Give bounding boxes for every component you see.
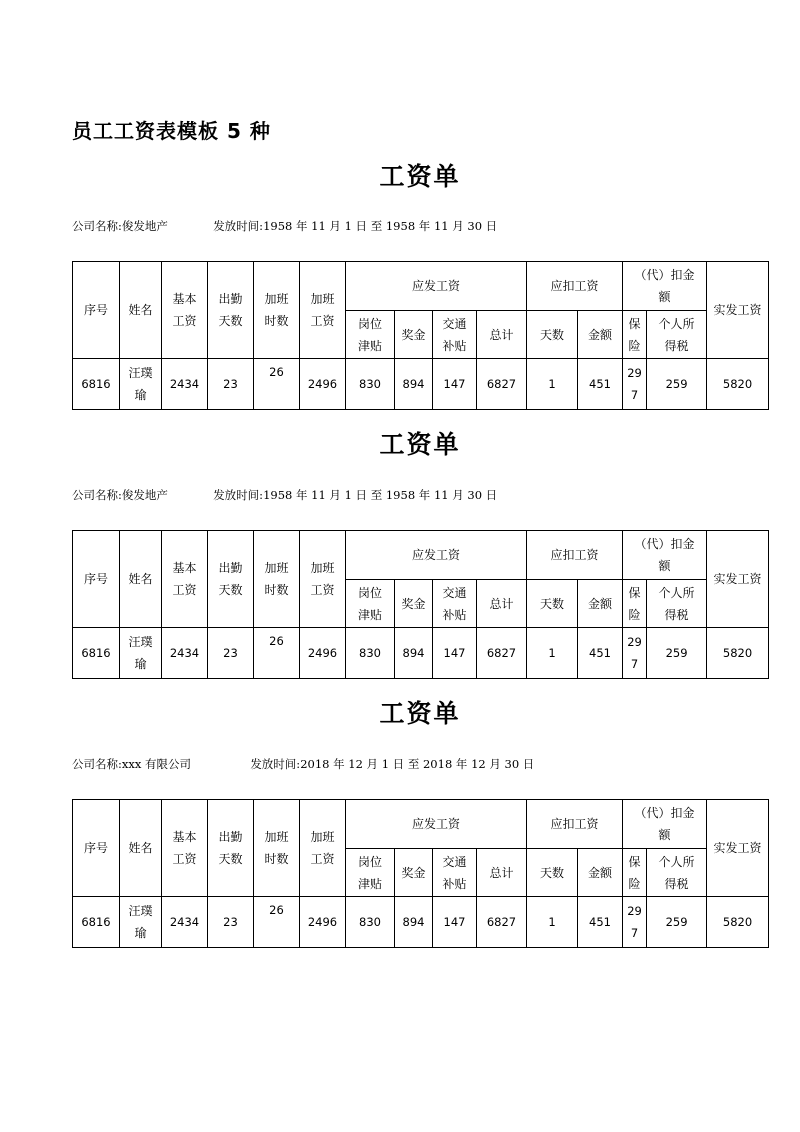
header-serial: 序号 bbox=[73, 800, 120, 897]
header-total: 总计 bbox=[477, 849, 527, 897]
cell-name: 汪璞 瑜 bbox=[120, 897, 162, 948]
header-post-allowance: 岗位 津贴 bbox=[346, 849, 395, 897]
cell-attendance-days: 23 bbox=[208, 628, 254, 679]
date-range: 2018 年 12 月 1 日 至 2018 年 12 月 30 日 bbox=[300, 757, 535, 771]
header-insurance: 保 险 bbox=[623, 311, 647, 359]
slip-title: 工资单 bbox=[379, 162, 461, 191]
header-overtime-pay: 加班 工资 bbox=[300, 531, 346, 628]
cell-base-pay: 2434 bbox=[162, 897, 208, 948]
header-total: 总计 bbox=[477, 580, 527, 628]
header-attendance-days: 出勤 天数 bbox=[208, 800, 254, 897]
cell-overtime-hours: 26 bbox=[254, 897, 300, 948]
header-attendance-days: 出勤 天数 bbox=[208, 262, 254, 359]
slip-title: 工资单 bbox=[379, 699, 461, 728]
cell-income-tax: 259 bbox=[647, 628, 707, 679]
header-base-pay: 基本 工资 bbox=[162, 531, 208, 628]
cell-attendance-days: 23 bbox=[208, 897, 254, 948]
slip-title: 工资单 bbox=[379, 430, 461, 459]
header-base-pay: 基本 工资 bbox=[162, 262, 208, 359]
header-income-tax: 个人所 得税 bbox=[647, 580, 707, 628]
table-row bbox=[73, 628, 769, 679]
company-name: 俊发地产 bbox=[121, 219, 168, 233]
cell-name: 汪璞 瑜 bbox=[120, 628, 162, 679]
cell-base-pay: 2434 bbox=[162, 359, 208, 410]
company-label: 公司名称: bbox=[72, 219, 122, 233]
cell-deduct-days: 1 bbox=[527, 628, 578, 679]
company-name: 俊发地产 bbox=[121, 488, 168, 502]
header-bonus: 奖金 bbox=[395, 311, 433, 359]
header-deductions-group: 应扣工资 bbox=[527, 262, 623, 311]
header-income-tax: 个人所 得税 bbox=[647, 311, 707, 359]
company-label: 公司名称: bbox=[72, 488, 122, 502]
header-amount: 金额 bbox=[578, 849, 623, 897]
header-overtime-hours: 加班 时数 bbox=[254, 262, 300, 359]
header-net-pay: 实发工资 bbox=[707, 531, 769, 628]
header-serial: 序号 bbox=[73, 531, 120, 628]
header-total: 总计 bbox=[477, 311, 527, 359]
cell-total: 6827 bbox=[477, 359, 527, 410]
header-payable-group: 应发工资 bbox=[346, 262, 527, 311]
date-range: 1958 年 11 月 1 日 至 1958 年 11 月 30 日 bbox=[263, 219, 498, 233]
header-bonus: 奖金 bbox=[395, 580, 433, 628]
cell-transport: 147 bbox=[433, 897, 477, 948]
salary-table bbox=[72, 799, 769, 948]
cell-serial: 6816 bbox=[73, 628, 120, 679]
cell-transport: 147 bbox=[433, 359, 477, 410]
date-label: 发放时间: bbox=[213, 219, 264, 233]
header-amount: 金额 bbox=[578, 311, 623, 359]
header-amount: 金额 bbox=[578, 580, 623, 628]
header-overtime-hours: 加班 时数 bbox=[254, 531, 300, 628]
cell-base-pay: 2434 bbox=[162, 628, 208, 679]
header-name: 姓名 bbox=[120, 531, 162, 628]
header-days: 天数 bbox=[527, 580, 578, 628]
cell-name: 汪璞 瑜 bbox=[120, 359, 162, 410]
cell-attendance-days: 23 bbox=[208, 359, 254, 410]
cell-deduct-amount: 451 bbox=[578, 628, 623, 679]
cell-post-allowance: 830 bbox=[346, 359, 395, 410]
date-range: 1958 年 11 月 1 日 至 1958 年 11 月 30 日 bbox=[263, 488, 498, 502]
cell-net-pay: 5820 bbox=[707, 359, 769, 410]
header-income-tax: 个人所 得税 bbox=[647, 849, 707, 897]
cell-total: 6827 bbox=[477, 897, 527, 948]
header-overtime-pay: 加班 工资 bbox=[300, 262, 346, 359]
cell-bonus: 894 bbox=[395, 359, 433, 410]
header-name: 姓名 bbox=[120, 262, 162, 359]
slip-meta bbox=[72, 487, 768, 503]
cell-total: 6827 bbox=[477, 628, 527, 679]
cell-bonus: 894 bbox=[395, 897, 433, 948]
header-insurance: 保 险 bbox=[623, 849, 647, 897]
header-name: 姓名 bbox=[120, 800, 162, 897]
cell-serial: 6816 bbox=[73, 897, 120, 948]
header-insurance: 保 险 bbox=[623, 580, 647, 628]
cell-overtime-pay: 2496 bbox=[300, 628, 346, 679]
header-transport: 交通 补贴 bbox=[433, 311, 477, 359]
header-overtime-hours: 加班 时数 bbox=[254, 800, 300, 897]
cell-insurance: 29 7 bbox=[623, 359, 647, 410]
cell-deduct-days: 1 bbox=[527, 897, 578, 948]
header-days: 天数 bbox=[527, 311, 578, 359]
header-transport: 交通 补贴 bbox=[433, 580, 477, 628]
date-label: 发放时间: bbox=[213, 488, 264, 502]
header-post-allowance: 岗位 津贴 bbox=[346, 580, 395, 628]
cell-deduct-amount: 451 bbox=[578, 359, 623, 410]
header-withheld-group: （代）扣金 额 bbox=[623, 262, 707, 311]
cell-transport: 147 bbox=[433, 628, 477, 679]
cell-overtime-pay: 2496 bbox=[300, 897, 346, 948]
header-transport: 交通 补贴 bbox=[433, 849, 477, 897]
cell-insurance: 29 7 bbox=[623, 628, 647, 679]
cell-serial: 6816 bbox=[73, 359, 120, 410]
slip-meta bbox=[72, 756, 768, 772]
date-label: 发放时间: bbox=[250, 757, 301, 771]
header-serial: 序号 bbox=[73, 262, 120, 359]
header-net-pay: 实发工资 bbox=[707, 262, 769, 359]
cell-post-allowance: 830 bbox=[346, 628, 395, 679]
header-payable-group: 应发工资 bbox=[346, 531, 527, 580]
cell-overtime-hours: 26 bbox=[254, 628, 300, 679]
cell-overtime-hours: 26 bbox=[254, 359, 300, 410]
cell-income-tax: 259 bbox=[647, 359, 707, 410]
header-overtime-pay: 加班 工资 bbox=[300, 800, 346, 897]
header-days: 天数 bbox=[527, 849, 578, 897]
cell-deduct-days: 1 bbox=[527, 359, 578, 410]
cell-net-pay: 5820 bbox=[707, 628, 769, 679]
document-title: 员工工资表模板 5 种 bbox=[72, 119, 271, 143]
header-withheld-group: （代）扣金 额 bbox=[623, 800, 707, 849]
cell-deduct-amount: 451 bbox=[578, 897, 623, 948]
company-name: xxx 有限公司 bbox=[121, 757, 191, 771]
slip-meta bbox=[72, 218, 768, 234]
salary-table bbox=[72, 530, 769, 679]
header-base-pay: 基本 工资 bbox=[162, 800, 208, 897]
cell-bonus: 894 bbox=[395, 628, 433, 679]
cell-insurance: 29 7 bbox=[623, 897, 647, 948]
cell-post-allowance: 830 bbox=[346, 897, 395, 948]
cell-overtime-pay: 2496 bbox=[300, 359, 346, 410]
table-row bbox=[73, 897, 769, 948]
cell-income-tax: 259 bbox=[647, 897, 707, 948]
header-net-pay: 实发工资 bbox=[707, 800, 769, 897]
header-deductions-group: 应扣工资 bbox=[527, 800, 623, 849]
company-label: 公司名称: bbox=[72, 757, 122, 771]
cell-net-pay: 5820 bbox=[707, 897, 769, 948]
header-bonus: 奖金 bbox=[395, 849, 433, 897]
salary-table bbox=[72, 261, 769, 410]
header-deductions-group: 应扣工资 bbox=[527, 531, 623, 580]
table-row bbox=[73, 359, 769, 410]
header-post-allowance: 岗位 津贴 bbox=[346, 311, 395, 359]
header-withheld-group: （代）扣金 额 bbox=[623, 531, 707, 580]
header-payable-group: 应发工资 bbox=[346, 800, 527, 849]
header-attendance-days: 出勤 天数 bbox=[208, 531, 254, 628]
